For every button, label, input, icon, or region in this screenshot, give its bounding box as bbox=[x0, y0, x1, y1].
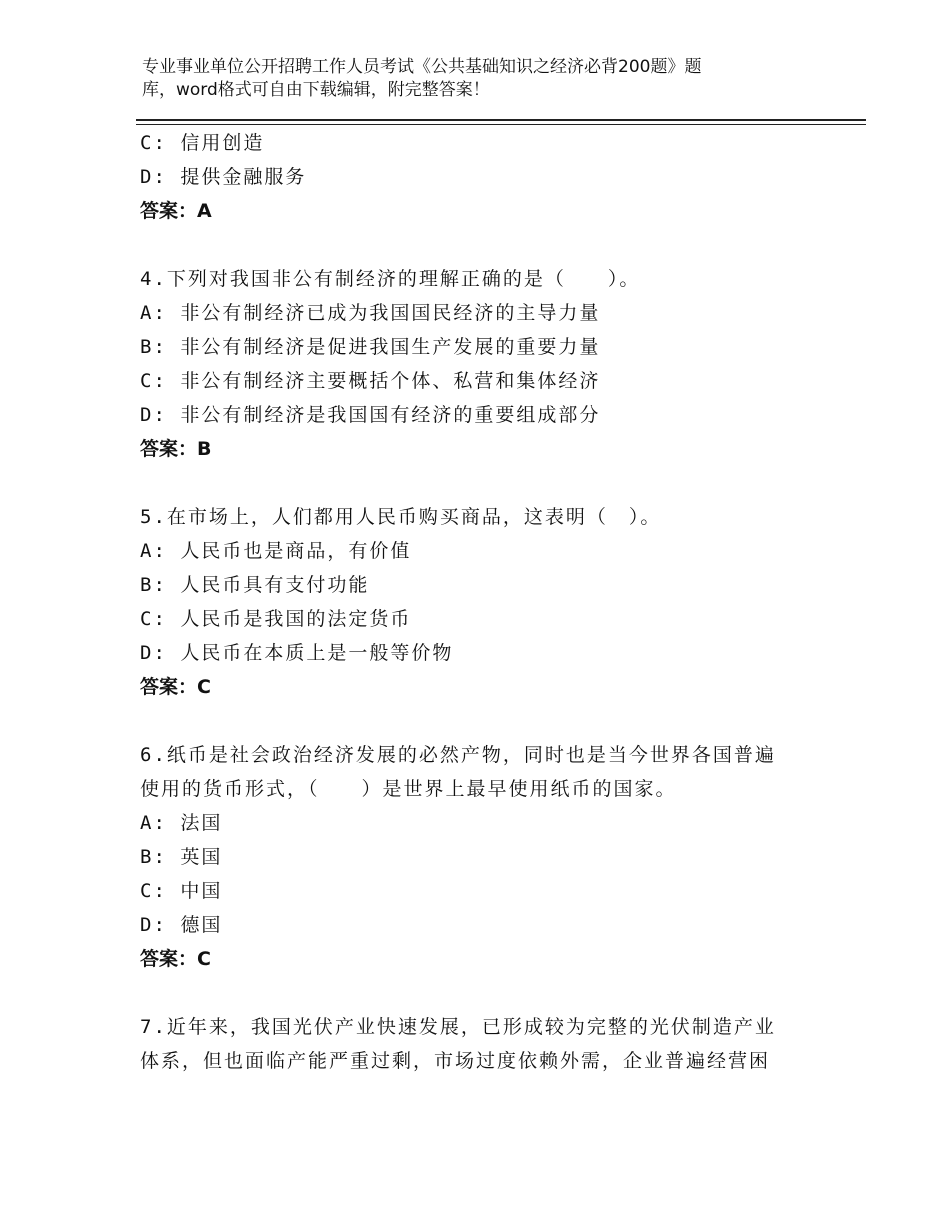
question-stem-continued: 体系，但也面临产能严重过剩，市场过度依赖外需，企业普遍经营困 bbox=[140, 1050, 771, 1072]
option-c: C: 信用创造 bbox=[140, 132, 265, 154]
question-3-continued bbox=[140, 126, 830, 228]
question-stem: 7.近年来，我国光伏产业快速发展，已形成较为完整的光伏制造产业 bbox=[140, 1016, 776, 1038]
option-b: B: 英国 bbox=[140, 846, 223, 868]
question-stem-continued: 使用的货币形式，（ ）是世界上最早使用纸币的国家。 bbox=[140, 778, 677, 800]
document-body bbox=[140, 126, 830, 1078]
header-rule-thick bbox=[136, 119, 866, 121]
answer-label: 答案：A bbox=[140, 200, 212, 222]
question-6 bbox=[140, 738, 830, 976]
spacer bbox=[140, 466, 830, 500]
option-b: B: 非公有制经济是促进我国生产发展的重要力量 bbox=[140, 336, 601, 358]
spacer bbox=[140, 228, 830, 262]
option-d: D: 非公有制经济是我国国有经济的重要组成部分 bbox=[140, 404, 601, 426]
question-5 bbox=[140, 500, 830, 704]
spacer bbox=[140, 976, 830, 1010]
option-c: C: 中国 bbox=[140, 880, 223, 902]
option-a: A: 非公有制经济已成为我国国民经济的主导力量 bbox=[140, 302, 601, 324]
question-stem: 6.纸币是社会政治经济发展的必然产物，同时也是当今世界各国普遍 bbox=[140, 744, 776, 766]
question-stem: 5.在市场上，人们都用人民币购买商品，这表明（ ）。 bbox=[140, 506, 662, 528]
answer-label: 答案：B bbox=[140, 438, 212, 460]
option-c: C: 人民币是我国的法定货币 bbox=[140, 608, 412, 630]
option-d: D: 人民币在本质上是一般等价物 bbox=[140, 642, 454, 664]
question-7 bbox=[140, 1010, 830, 1078]
option-b: B: 人民币具有支付功能 bbox=[140, 574, 370, 596]
header-rule-thin bbox=[136, 124, 866, 125]
answer-label: 答案：C bbox=[140, 676, 211, 698]
option-d: D: 德国 bbox=[140, 914, 223, 936]
page-header bbox=[142, 56, 782, 102]
option-a: A: 法国 bbox=[140, 812, 223, 834]
option-d: D: 提供金融服务 bbox=[140, 166, 307, 188]
header-title-line-1: 专业事业单位公开招聘工作人员考试《公共基础知识之经济必背200题》题 bbox=[142, 57, 702, 77]
question-4 bbox=[140, 262, 830, 466]
option-c: C: 非公有制经济主要概括个体、私营和集体经济 bbox=[140, 370, 601, 392]
option-a: A: 人民币也是商品，有价值 bbox=[140, 540, 412, 562]
spacer bbox=[140, 704, 830, 738]
header-title-line-2: 库，word格式可自由下载编辑，附完整答案！ bbox=[142, 80, 490, 100]
question-stem: 4.下列对我国非公有制经济的理解正确的是（ ）。 bbox=[140, 268, 641, 290]
answer-label: 答案：C bbox=[140, 948, 211, 970]
